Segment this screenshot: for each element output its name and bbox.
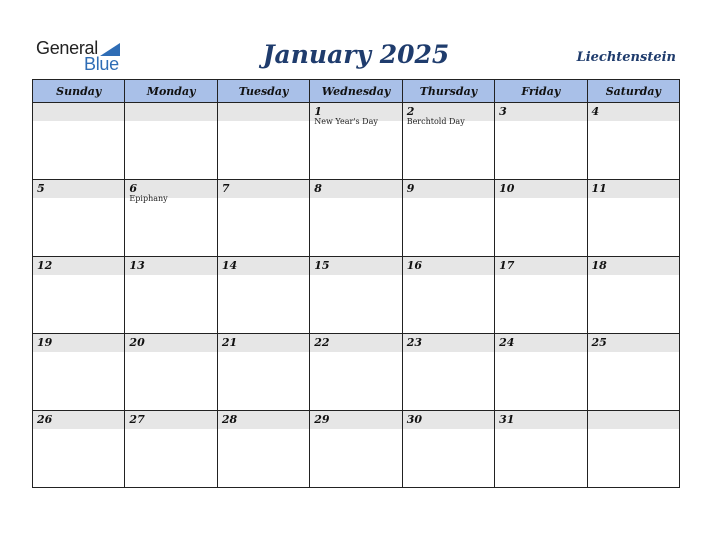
day-cell[interactable] xyxy=(217,334,309,411)
day-number: 11 xyxy=(591,182,607,195)
day-cell[interactable] xyxy=(587,411,679,488)
day-number: 12 xyxy=(37,259,53,272)
day-header-band xyxy=(33,103,124,121)
day-cell[interactable] xyxy=(217,411,309,488)
weekday-header: Monday xyxy=(125,80,217,103)
day-cell[interactable] xyxy=(587,180,679,257)
day-number: 20 xyxy=(129,336,145,349)
day-number: 14 xyxy=(221,259,238,272)
day-cell[interactable] xyxy=(587,334,679,411)
day-number: 31 xyxy=(499,413,515,426)
day-number: 1 xyxy=(314,105,322,118)
day-cell[interactable] xyxy=(217,180,309,257)
day-number: 23 xyxy=(406,336,422,349)
day-header-band xyxy=(33,411,124,429)
day-cell[interactable] xyxy=(125,257,217,334)
day-header-band xyxy=(403,334,494,352)
day-cell[interactable] xyxy=(402,257,494,334)
day-cell[interactable] xyxy=(495,411,587,488)
calendar-body xyxy=(33,103,680,488)
day-header-band xyxy=(33,257,124,275)
day-number: 18 xyxy=(591,259,607,272)
day-header-band xyxy=(403,411,494,429)
day-cell[interactable] xyxy=(402,103,494,180)
day-header-band xyxy=(495,334,586,352)
day-cell[interactable] xyxy=(495,334,587,411)
logo-text-general: General xyxy=(36,38,98,58)
day-header-band xyxy=(588,257,679,275)
day-cell[interactable] xyxy=(402,411,494,488)
week-row xyxy=(33,257,680,334)
day-number: 2 xyxy=(406,105,415,118)
day-number: 7 xyxy=(221,182,230,195)
day-number: 27 xyxy=(129,413,145,426)
weekday-header: Sunday xyxy=(33,80,125,103)
weekday-header-row xyxy=(33,80,680,103)
day-header-band xyxy=(218,180,309,198)
day-header-band xyxy=(403,180,494,198)
day-header-band xyxy=(310,411,401,429)
day-header-band xyxy=(218,257,309,275)
day-number: 29 xyxy=(314,413,330,426)
day-header-band xyxy=(218,103,309,121)
country-label: Liechtenstein xyxy=(576,50,676,65)
day-number: 25 xyxy=(591,336,607,349)
day-number: 8 xyxy=(314,182,322,195)
weekday-header: Tuesday xyxy=(217,80,309,103)
week-row xyxy=(33,103,680,180)
day-number: 4 xyxy=(591,105,600,118)
day-number: 16 xyxy=(406,259,422,272)
day-cell[interactable] xyxy=(402,334,494,411)
day-number: 26 xyxy=(37,413,53,426)
day-cell[interactable] xyxy=(310,411,402,488)
day-number: 24 xyxy=(499,336,515,349)
day-number: 6 xyxy=(129,182,138,195)
day-cell[interactable] xyxy=(310,180,402,257)
day-number: 9 xyxy=(406,182,415,195)
day-number: 19 xyxy=(37,336,53,349)
day-header-band xyxy=(310,257,401,275)
day-cell[interactable] xyxy=(310,334,402,411)
day-cell[interactable] xyxy=(587,103,679,180)
week-row xyxy=(33,411,680,488)
weekday-header: Saturday xyxy=(587,80,679,103)
day-cell[interactable] xyxy=(217,103,309,180)
day-number: 22 xyxy=(314,336,330,349)
calendar-grid xyxy=(32,79,680,488)
day-number: 10 xyxy=(499,182,515,195)
day-header-band xyxy=(218,334,309,352)
day-header-band xyxy=(33,180,124,198)
day-cell[interactable] xyxy=(125,103,217,180)
holiday-label: Berchtold Day xyxy=(406,117,465,126)
day-number: 30 xyxy=(406,413,422,426)
day-cell[interactable] xyxy=(402,180,494,257)
day-cell[interactable] xyxy=(217,257,309,334)
day-header-band xyxy=(125,257,216,275)
holiday-label: Epiphany xyxy=(129,194,168,203)
day-header-band xyxy=(125,334,216,352)
day-header-band xyxy=(33,334,124,352)
day-number: 17 xyxy=(499,259,515,272)
day-cell[interactable] xyxy=(125,180,217,257)
day-cell[interactable] xyxy=(33,411,125,488)
day-header-band xyxy=(495,257,586,275)
day-cell[interactable] xyxy=(33,180,125,257)
day-cell[interactable] xyxy=(33,257,125,334)
day-header-band xyxy=(588,411,679,429)
day-number: 13 xyxy=(129,259,145,272)
day-number: 28 xyxy=(221,413,238,426)
day-header-band xyxy=(495,103,586,121)
week-row xyxy=(33,334,680,411)
day-header-band xyxy=(125,411,216,429)
day-cell[interactable] xyxy=(495,257,587,334)
calendar-title: January 2025 xyxy=(262,40,450,69)
day-number: 15 xyxy=(314,259,330,272)
weekday-header: Wednesday xyxy=(310,80,402,103)
day-header-band xyxy=(588,103,679,121)
day-cell[interactable] xyxy=(125,411,217,488)
day-number: 5 xyxy=(37,182,45,195)
day-number: 3 xyxy=(499,105,507,118)
weekday-header: Friday xyxy=(495,80,587,103)
day-header-band xyxy=(588,334,679,352)
day-header-band xyxy=(403,257,494,275)
day-cell[interactable] xyxy=(125,334,217,411)
day-cell[interactable] xyxy=(495,180,587,257)
day-header-band xyxy=(588,180,679,198)
holiday-label: New Year's Day xyxy=(314,117,378,126)
day-cell[interactable] xyxy=(310,103,402,180)
day-header-band xyxy=(495,411,586,429)
day-cell[interactable] xyxy=(33,334,125,411)
day-cell[interactable] xyxy=(33,103,125,180)
logo-text-blue: Blue xyxy=(84,54,119,74)
day-cell[interactable] xyxy=(587,257,679,334)
weekday-header: Thursday xyxy=(402,80,494,103)
day-header-band xyxy=(218,411,309,429)
day-number: 21 xyxy=(221,336,238,349)
day-header-band xyxy=(495,180,586,198)
day-cell[interactable] xyxy=(310,257,402,334)
day-cell[interactable] xyxy=(495,103,587,180)
day-header-band xyxy=(310,334,401,352)
week-row xyxy=(33,180,680,257)
day-header-band xyxy=(125,103,216,121)
day-header-band xyxy=(310,180,401,198)
